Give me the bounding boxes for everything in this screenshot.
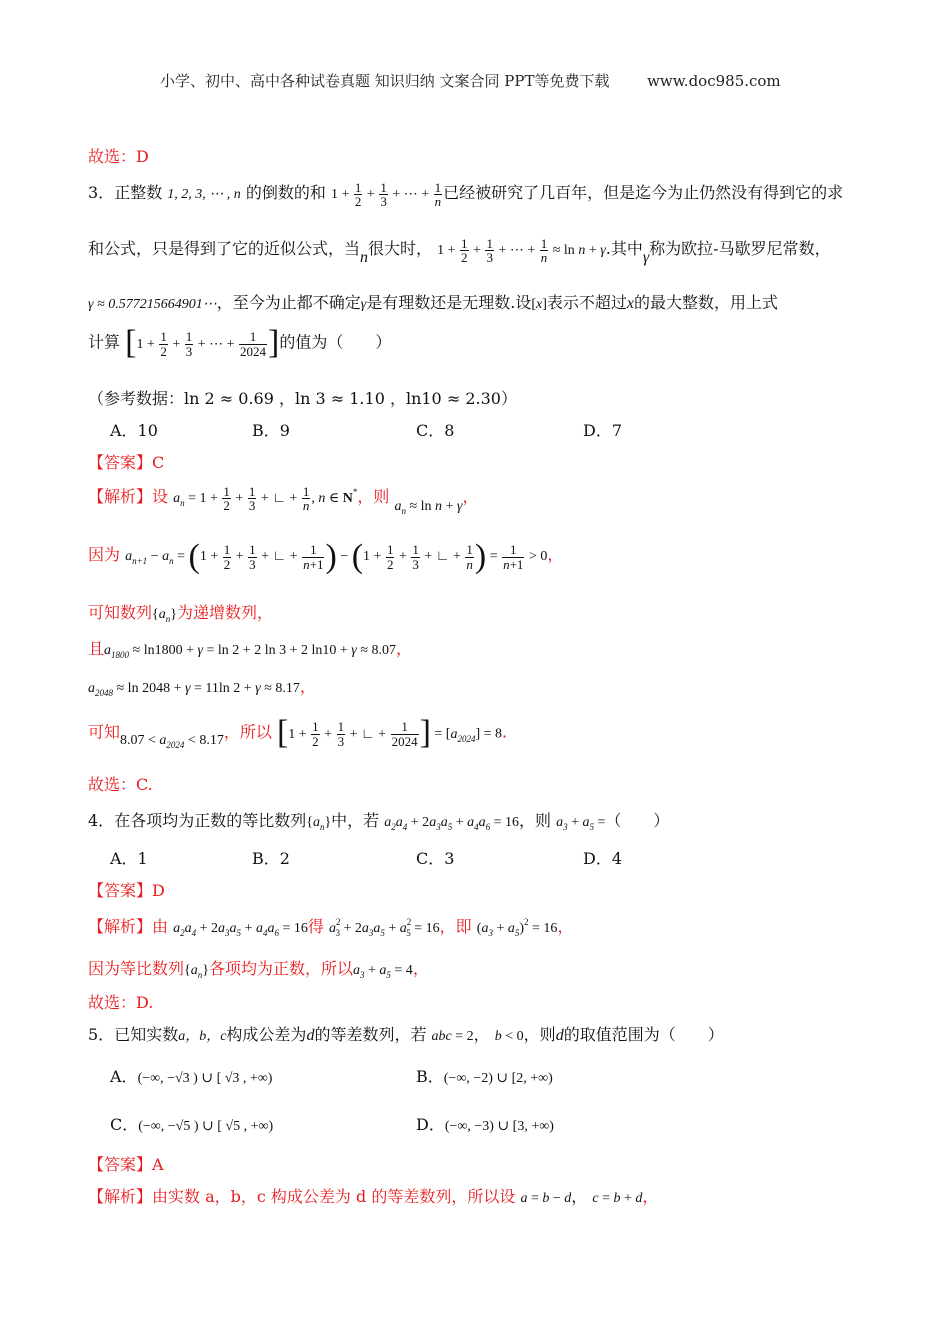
header-text: 小学、初中、高中各种试卷真题 知识归纳 文案合同 PPT等免费下载 www.doc985.com	[160, 72, 781, 90]
q5-option-a: A．(−∞, −√3 ) ∪ [ √3 , +∞)	[110, 1067, 273, 1086]
q5-option-c: C．(−∞, −√5 ) ∪ [ √5 , +∞)	[110, 1115, 274, 1134]
q3-option-d: D．7	[583, 421, 623, 440]
q5-stem: 5．已知实数a，b，c构成公差为d的等差数列，若 abc = 2， b < 0，则d的取值范围为（ ）	[88, 1025, 724, 1044]
q3-analysis-1: 【解析】设 $a_n = 1$ + $\frac{1}{2}$ + $\frac{1}{3}$ + ∟ + $\frac{1}{n}$ , n ∈ N*，则 $a_n \approx \ln n + \gamma$，	[88, 483, 479, 516]
q3-option-c: C．8	[416, 421, 455, 440]
q4-option-c: C．3	[416, 849, 455, 868]
q3-option-a: A．10	[110, 421, 158, 440]
q5-option-b: B．(−∞, −2) ∪ [2, +∞)	[416, 1067, 553, 1086]
q4-stem: 4．在各项均为正数的等比数列$\{a_n\}$中，若 $a_2a_4 + 2a_3a_5 + a_4a_6 = 16$，则 $a_3 + a_5$ =（ ）	[88, 811, 670, 832]
q3-analysis-5: $a_{2048} \approx \ln 2048 + \gamma = 11\ln$ 2 + γ ≈ 8.17，	[88, 677, 316, 698]
q4-option-d: D．4	[583, 849, 623, 868]
q4-analysis-1: 【解析】由 $a_2a_4 + 2a_3a_5 + a_4a_6 = 16$得 $a^2_3 + 2a_3a_5 + a^2_5 = 16$，即 $(a_3 + a_5)^2 = 16$，	[88, 917, 574, 938]
q3-line-4: 计算 [1 + $\frac{1}{2}$ + $\frac{1}{3}$ + ⋯ + $\frac{1}{2024}$ ]的值为（ ）	[88, 324, 392, 361]
q3-reference: （参考数据：ln 2 ≈ 0.69 ，ln 3 ≈ 1.10 ，ln10 ≈ 2.30）	[88, 389, 517, 408]
header-url[interactable]: www.doc985.com	[647, 72, 781, 90]
q3-analysis-4: 且$a_{1800} \approx \ln 1800 + \gamma = \ln 2 + 2$ ln 3 + 2 ln10 + γ ≈ 8.07，	[88, 639, 413, 660]
q4-option-b: B．2	[252, 849, 290, 868]
q3-analysis-2: 因为 $a_{n+1} - a_n = (1$ + $\frac{1}{2}$ + $\frac{1}{3}$ + ∟ + $\frac{1}{n+1}$ ) − (1 + $\frac{1}{2}$ + $\frac{1}{3}$ + ∟ + $\frac{1}{n}$ ) = $\frac{1}{n+1}$ > 0，	[88, 538, 564, 575]
q5-answer: 【答案】A	[88, 1155, 164, 1174]
q3-answer: 【答案】C	[88, 453, 165, 472]
q5-analysis-1: 【解析】由实数 a，b，c 构成公差为 d 的等差数列，所以设 a = b − d， c = b + d，	[88, 1187, 659, 1206]
q3-analysis-6: 可知$8.07 < a_{2024} < 8.17$，所以 [1 + $\frac{1}{2}$ + $\frac{1}{3}$ + ∟ + $\frac{1}{2024}$ ] = $[a_{2024}] = 8$.	[88, 714, 508, 751]
prev-conclusion: 故选：D	[88, 147, 149, 166]
q3-line-1: 3．正整数 1, 2, 3, ⋯ , n 的倒数的和 1 + $\frac{1}{2}$ + $\frac{1}{3}$ + ⋯ + $\frac{1}{n}$ 已经被研究了几百年，但是迄今为止仍然没有得到它的求	[88, 179, 844, 210]
q3-conclusion: 故选：C.	[88, 775, 153, 794]
q4-option-a: A．1	[110, 849, 148, 868]
q3-line-2: 和公式，只是得到了它的近似公式，当n很大时， 1 + $\frac{1}{2}$ + $\frac{1}{3}$ + ⋯ + $\frac{1}{n}$ ≈ ln n + γ.其中γ称为欧拉-马歇罗尼常数，	[88, 235, 831, 266]
q3-option-b: B．9	[252, 421, 290, 440]
q4-conclusion: 故选：D.	[88, 993, 154, 1012]
q4-analysis-2: 因为等比数列$\{a_n\}$各项均为正数，所以$a_3 + a_5 = 4$，	[88, 959, 429, 980]
q4-answer: 【答案】D	[88, 881, 165, 900]
q3-line-3: γ ≈ 0.577215664901⋯，至今为止都不确定γ是有理数还是无理数.设[x]表示不超过x的最大整数，用上式	[88, 293, 779, 312]
q5-option-d: D．(−∞, −3) ∪ [3, +∞)	[416, 1115, 554, 1134]
q3-analysis-3: 可知数列$\{a_n\}$为递增数列，	[88, 603, 273, 624]
